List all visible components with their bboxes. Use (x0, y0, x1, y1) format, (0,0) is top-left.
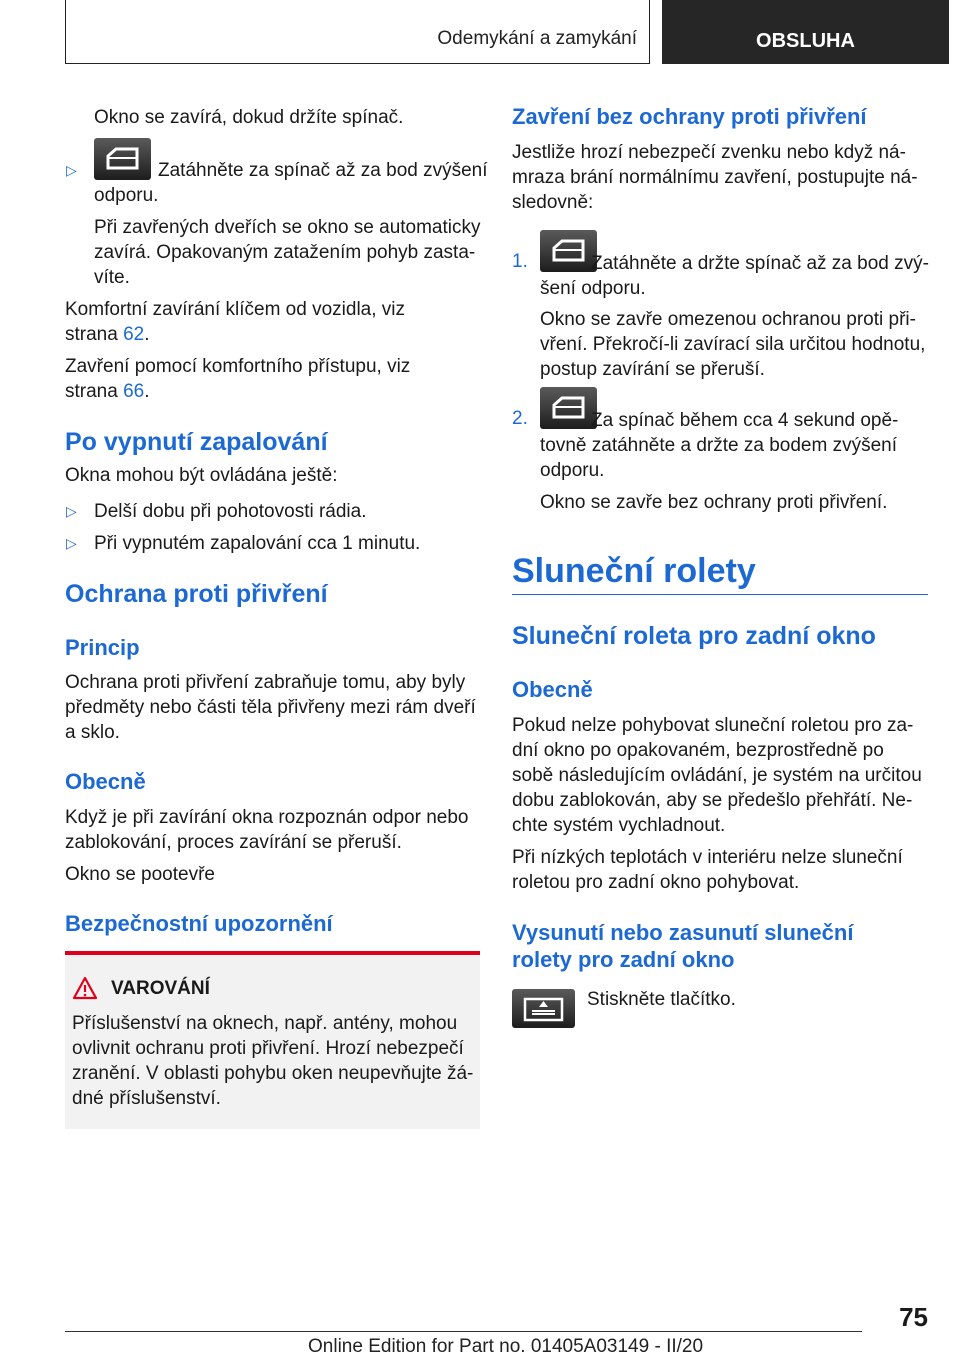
paragraph: zablokování, proces zavírání se přeruší. (65, 832, 402, 853)
paragraph: mraza brání normálnímu zavření, postupujte ná‐ (512, 167, 918, 188)
paragraph: zavírá. Opakovaným zatažením pohyb zasta‐ (94, 242, 476, 263)
paragraph: strana 66. (65, 381, 150, 402)
paragraph: roletou pro zadní okno pohybovat. (512, 872, 800, 893)
section-heading: Sluneční roleta pro zadní okno (512, 622, 876, 650)
warning-text: zranění. V oblasti pohybu oken neupevňujte žá‐ (72, 1063, 474, 1084)
section-heading: Po vypnutí zapalování (65, 428, 328, 456)
subsection-heading: Princip (65, 635, 140, 660)
page-link[interactable]: 66 (123, 381, 145, 402)
paragraph: předměty nebo části těla přivřeny mezi rám dveří (65, 697, 476, 718)
paragraph: dní okno po opakovaném, bezprostředně po (512, 740, 884, 761)
bullet-triangle-icon: ▷ (66, 503, 77, 519)
subsection-heading: Vysunutí nebo zasunutí sluneční (512, 920, 854, 945)
paragraph: chte systém vychladnout. (512, 815, 726, 836)
section-title: Odemykání a zamykání (437, 28, 637, 49)
subsection-heading: Bezpečnostní upozornění (65, 911, 333, 936)
paragraph: Okno se pootevře (65, 864, 215, 885)
step-text: Za spínač během cca 4 sekund opě‐ (591, 410, 899, 431)
window-switch-icon (540, 387, 597, 429)
paragraph: Pokud nelze pohybovat sluneční roletou pro za‐ (512, 715, 914, 736)
warning-text: Příslušenství na oknech, např. antény, mohou (72, 1013, 458, 1034)
section-heading: Zavření bez ochrany proti přivření (512, 104, 867, 129)
subsection-heading: Obecně (65, 769, 146, 794)
heading-rule (512, 594, 928, 595)
step-text: tovně zatáhněte a držte za bodem zvýšení (540, 435, 897, 456)
paragraph: vření. Překročí-li zavírací sila určitou hodnotu, (540, 334, 926, 355)
step-text: Zatáhněte a držte spínač až za bod zvý‐ (591, 253, 929, 274)
step-text: šení odporu. (540, 278, 646, 299)
paragraph: Při zavřených dveřích se okno se automaticky (94, 217, 481, 238)
paragraph: strana 62. (65, 324, 150, 345)
window-switch-icon (540, 230, 597, 272)
warning-title: VAROVÁNÍ (111, 978, 210, 999)
paragraph: Ochrana proti přivření zabraňuje tomu, aby byly (65, 672, 466, 693)
section-heading: Ochrana proti přivření (65, 580, 328, 608)
paragraph: Jestliže hrozí nebezpečí zvenku nebo když ná‐ (512, 142, 906, 163)
paragraph: Stiskněte tlačítko. (587, 989, 736, 1010)
subsection-heading: rolety pro zadní okno (512, 947, 735, 972)
footer-edition: Online Edition for Part no. 01405A03149 - II/20 (308, 1336, 704, 1357)
paragraph: Okno se zavírá, dokud držíte spínač. (94, 107, 404, 128)
bullet-triangle-icon: ▷ (66, 162, 77, 178)
step-number: 2. (512, 408, 528, 429)
warning-triangle-icon (72, 976, 98, 1000)
paragraph: sobě následujícím ovládání, je systém na určitou (512, 765, 922, 786)
chapter-heading: Sluneční rolety (512, 552, 756, 590)
chapter-tab: OBSLUHA (662, 0, 949, 64)
paragraph: Okna mohou být ovládána ještě: (65, 465, 338, 486)
paragraph: Okno se zavře bez ochrany proti přivření. (540, 492, 888, 513)
paragraph: Komfortní zavírání klíčem od vozidla, viz (65, 299, 406, 320)
page-link[interactable]: 62 (123, 324, 145, 345)
paragraph: sledovně: (512, 192, 594, 213)
warning-text: dné příslušenství. (72, 1088, 221, 1109)
bullet-text: Zatáhněte za spínač až za bod zvýšení (158, 160, 488, 181)
paragraph: postup zavírání se přeruší. (540, 359, 765, 380)
footer-rule (65, 1331, 862, 1332)
step-number: 1. (512, 251, 528, 272)
step-text: odporu. (540, 460, 605, 481)
bullet-text: odporu. (94, 185, 159, 206)
paragraph: víte. (94, 267, 130, 288)
page-number: 75 (899, 1302, 928, 1332)
paragraph: Když je při zavírání okna rozpoznán odpor nebo (65, 807, 469, 828)
paragraph: a sklo. (65, 722, 120, 743)
bullet-text: Delší dobu při pohotovosti rádia. (94, 501, 367, 522)
paragraph: Při nízkých teplotách v interiéru nelze sluneční (512, 847, 903, 868)
paragraph: Zavření pomocí komfortního přístupu, viz (65, 356, 411, 377)
paragraph: Okno se zavře omezenou ochranou proti při‐ (540, 309, 916, 330)
window-switch-icon (94, 138, 151, 180)
bullet-triangle-icon: ▷ (66, 535, 77, 551)
bullet-text: Při vypnutém zapalování cca 1 minutu. (94, 533, 421, 554)
paragraph: dobu zablokován, aby se předešlo přehřátí. Ne‐ (512, 790, 913, 811)
warning-text: ovlivnit ochranu proti přivření. Hrozí nebezpečí (72, 1038, 464, 1059)
sunblind-button-icon (512, 989, 575, 1028)
subsection-heading: Obecně (512, 677, 593, 702)
